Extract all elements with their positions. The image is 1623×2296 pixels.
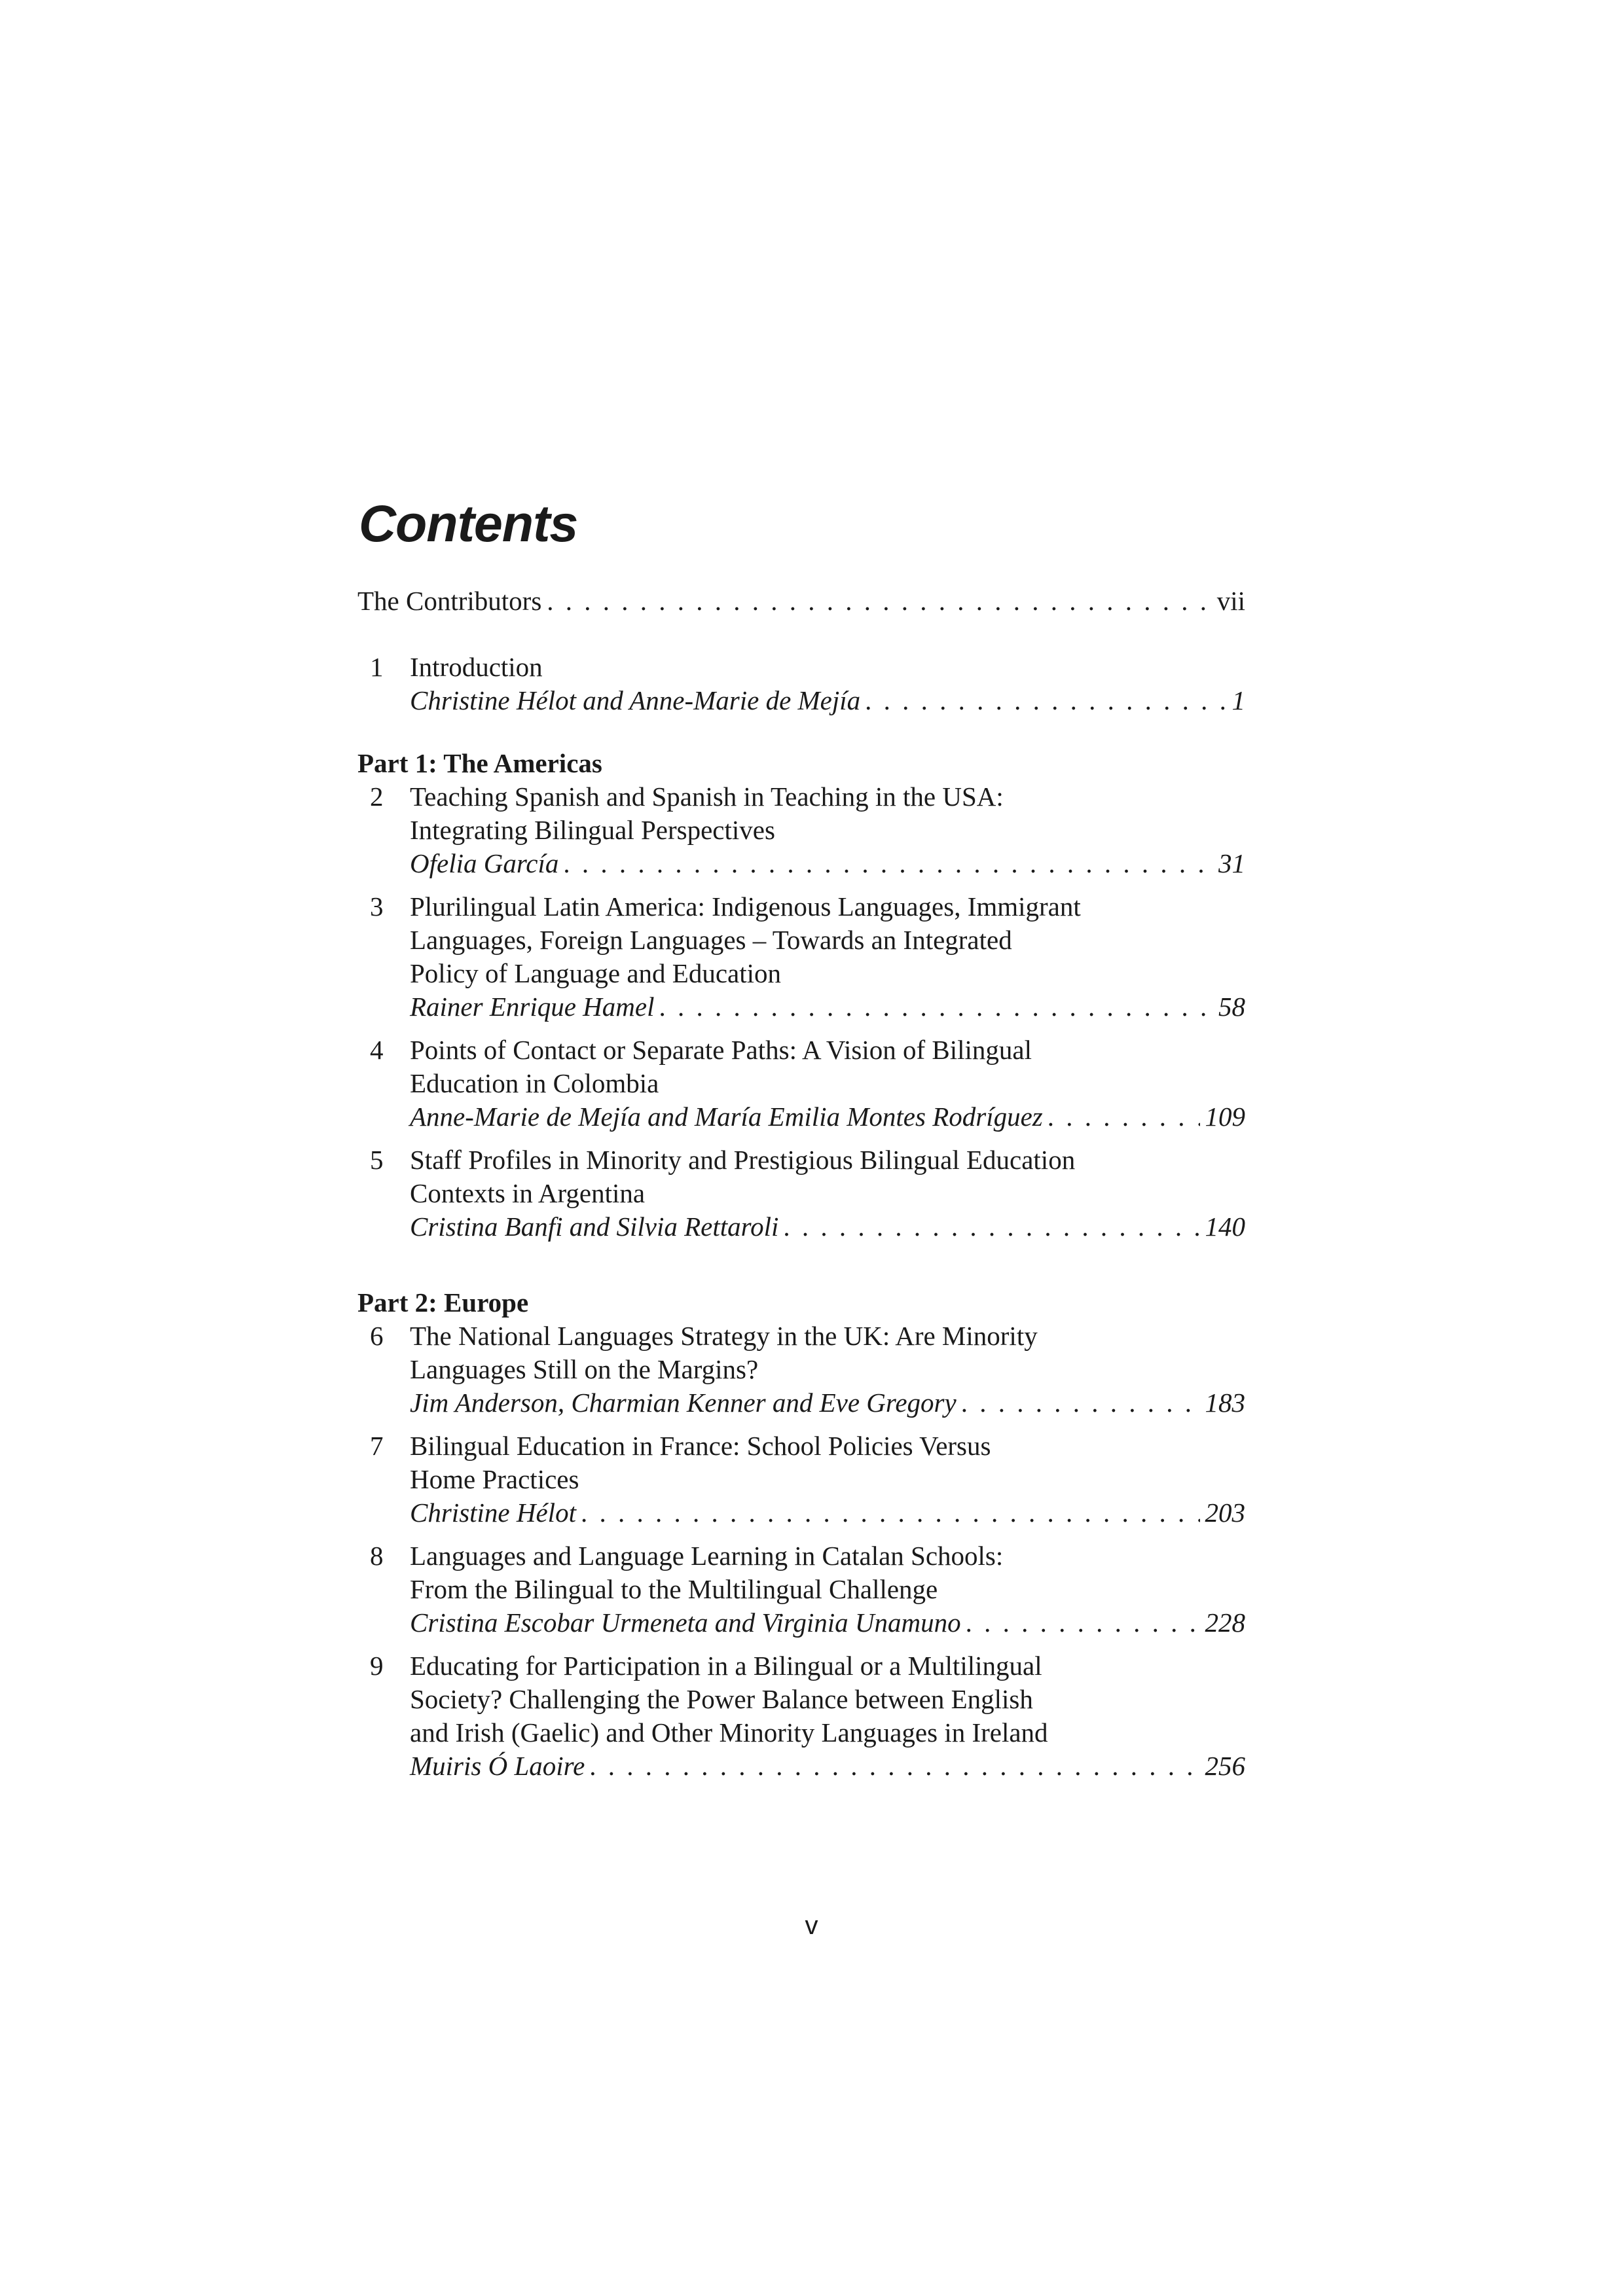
- toc-chapter-4: [357, 1033, 1245, 1134]
- toc-chapter-3: [357, 890, 1245, 1024]
- chapter-author-line: [410, 1210, 1245, 1244]
- chapter-title-line: The National Languages Strategy in the UK: Are Minority: [410, 1321, 1038, 1351]
- toc-page-number: 109: [1205, 1102, 1245, 1132]
- chapter-author: Cristina Escobar Urmeneta and Virginia Unamuno: [410, 1607, 961, 1638]
- part-title: Part 1: The Americas: [357, 748, 602, 778]
- toc-page-number: 228: [1205, 1607, 1245, 1638]
- chapter-number: 3: [370, 891, 384, 922]
- dot-leader: [962, 1386, 1200, 1420]
- toc-chapter-9: [357, 1649, 1245, 1783]
- dot-leader: [866, 684, 1226, 717]
- chapter-title-line: Languages, Foreign Languages – Towards an Integrated: [410, 925, 1012, 955]
- chapter-body: [410, 1319, 1245, 1420]
- chapter-title-line: Languages and Language Learning in Catalan Schools:: [410, 1541, 1004, 1571]
- toc-page-number: 256: [1205, 1751, 1245, 1781]
- chapter-body: [410, 1539, 1245, 1640]
- chapter-title: Introduction: [410, 652, 543, 682]
- chapter-number: 9: [370, 1651, 384, 1681]
- chapter-author-line: [410, 1100, 1245, 1134]
- toc-page-number: 203: [1205, 1498, 1245, 1528]
- chapter-title-line: Contexts in Argentina: [410, 1178, 646, 1208]
- chapter-author-line: [410, 847, 1245, 880]
- chapter-author-line: [410, 1749, 1245, 1783]
- chapter-author: Rainer Enrique Hamel: [410, 992, 655, 1022]
- toc-chapter-1: [357, 651, 1245, 717]
- chapter-number: 5: [370, 1145, 384, 1175]
- dot-leader: [659, 990, 1213, 1024]
- chapter-title-line: Bilingual Education in France: School Policies Versus: [410, 1431, 991, 1461]
- chapter-body: [410, 780, 1245, 880]
- toc-part-1: [357, 747, 1245, 1244]
- chapter-title-line: From the Bilingual to the Multilingual Challenge: [410, 1574, 938, 1604]
- chapter-body: [410, 1429, 1245, 1530]
- chapter-number: 6: [370, 1321, 384, 1351]
- part-title: Part 2: Europe: [357, 1287, 529, 1318]
- chapter-title-line: Languages Still on the Margins?: [410, 1354, 759, 1384]
- chapter-body: [410, 1649, 1245, 1783]
- chapter-title-line: and Irish (Gaelic) and Other Minority Languages in Ireland: [410, 1717, 1048, 1748]
- chapter-author: Cristina Banfi and Silvia Rettaroli: [410, 1211, 779, 1242]
- toc-entry-contributors: [357, 584, 1245, 618]
- toc-page-number: 31: [1218, 848, 1245, 878]
- toc-page-number: 183: [1205, 1388, 1245, 1418]
- page-folio: v: [805, 1911, 818, 1940]
- toc-chapter-6: [357, 1319, 1245, 1420]
- toc-page-number: 140: [1205, 1211, 1245, 1242]
- toc-entry-label: The Contributors: [357, 586, 542, 616]
- chapter-author: Ofelia García: [410, 848, 559, 878]
- chapter-body: [410, 1143, 1245, 1244]
- dot-leader: [966, 1606, 1200, 1640]
- dot-leader: [1048, 1100, 1200, 1134]
- chapter-body: [410, 1033, 1245, 1134]
- toc-chapter-8: [357, 1539, 1245, 1640]
- dot-leader: [784, 1210, 1199, 1244]
- chapter-author-line: [410, 1386, 1245, 1420]
- dot-leader: [590, 1749, 1199, 1783]
- dot-leader: [564, 847, 1213, 880]
- chapter-title-line: Staff Profiles in Minority and Prestigious Bilingual Education: [410, 1145, 1076, 1175]
- dot-leader: [581, 1496, 1200, 1530]
- table-of-contents: [357, 584, 1245, 1793]
- chapter-title-line: Integrating Bilingual Perspectives: [410, 815, 775, 845]
- toc-chapter-5: [357, 1143, 1245, 1244]
- toc-chapter-7: [357, 1429, 1245, 1530]
- dot-leader: [547, 584, 1211, 618]
- chapter-author-line: [410, 1606, 1245, 1640]
- toc-page-number: 58: [1218, 992, 1245, 1022]
- chapter-title-line: Home Practices: [410, 1464, 579, 1494]
- chapter-body: [410, 890, 1245, 1024]
- toc-page-number: 1: [1231, 685, 1245, 715]
- chapter-author: Jim Anderson, Charmian Kenner and Eve Gregory: [410, 1388, 957, 1418]
- chapter-title-line: Plurilingual Latin America: Indigenous Languages, Immigrant: [410, 891, 1081, 922]
- chapter-author: Christine Hélot: [410, 1498, 576, 1528]
- chapter-author-line: [410, 684, 1245, 717]
- chapter-number: 1: [370, 652, 384, 682]
- chapter-title-line: Teaching Spanish and Spanish in Teaching in the USA:: [410, 781, 1004, 812]
- chapter-author: Anne-Marie de Mejía and María Emilia Montes Rodríguez: [410, 1102, 1043, 1132]
- chapter-title-line: Points of Contact or Separate Paths: A Vision of Bilingual: [410, 1035, 1032, 1065]
- chapter-number: 2: [370, 781, 384, 812]
- chapter-author: Christine Hélot and Anne-Marie de Mejía: [410, 685, 861, 715]
- chapter-number: 7: [370, 1431, 384, 1461]
- chapter-body: [410, 651, 1245, 717]
- toc-part-2: [357, 1286, 1245, 1783]
- chapter-number: 8: [370, 1541, 384, 1571]
- chapter-author: Muiris Ó Laoire: [410, 1751, 585, 1781]
- chapter-title-line: Educating for Participation in a Bilingual or a Multilingual: [410, 1651, 1042, 1681]
- chapter-title-line: Society? Challenging the Power Balance between English: [410, 1684, 1033, 1714]
- toc-chapter-2: [357, 780, 1245, 880]
- chapter-author-line: [410, 990, 1245, 1024]
- toc-page-number: vii: [1216, 586, 1245, 616]
- chapter-title-line: Policy of Language and Education: [410, 958, 781, 988]
- chapter-author-line: [410, 1496, 1245, 1530]
- contents-heading: Contents: [359, 494, 578, 552]
- chapter-title-line: Education in Colombia: [410, 1068, 659, 1098]
- chapter-number: 4: [370, 1035, 384, 1065]
